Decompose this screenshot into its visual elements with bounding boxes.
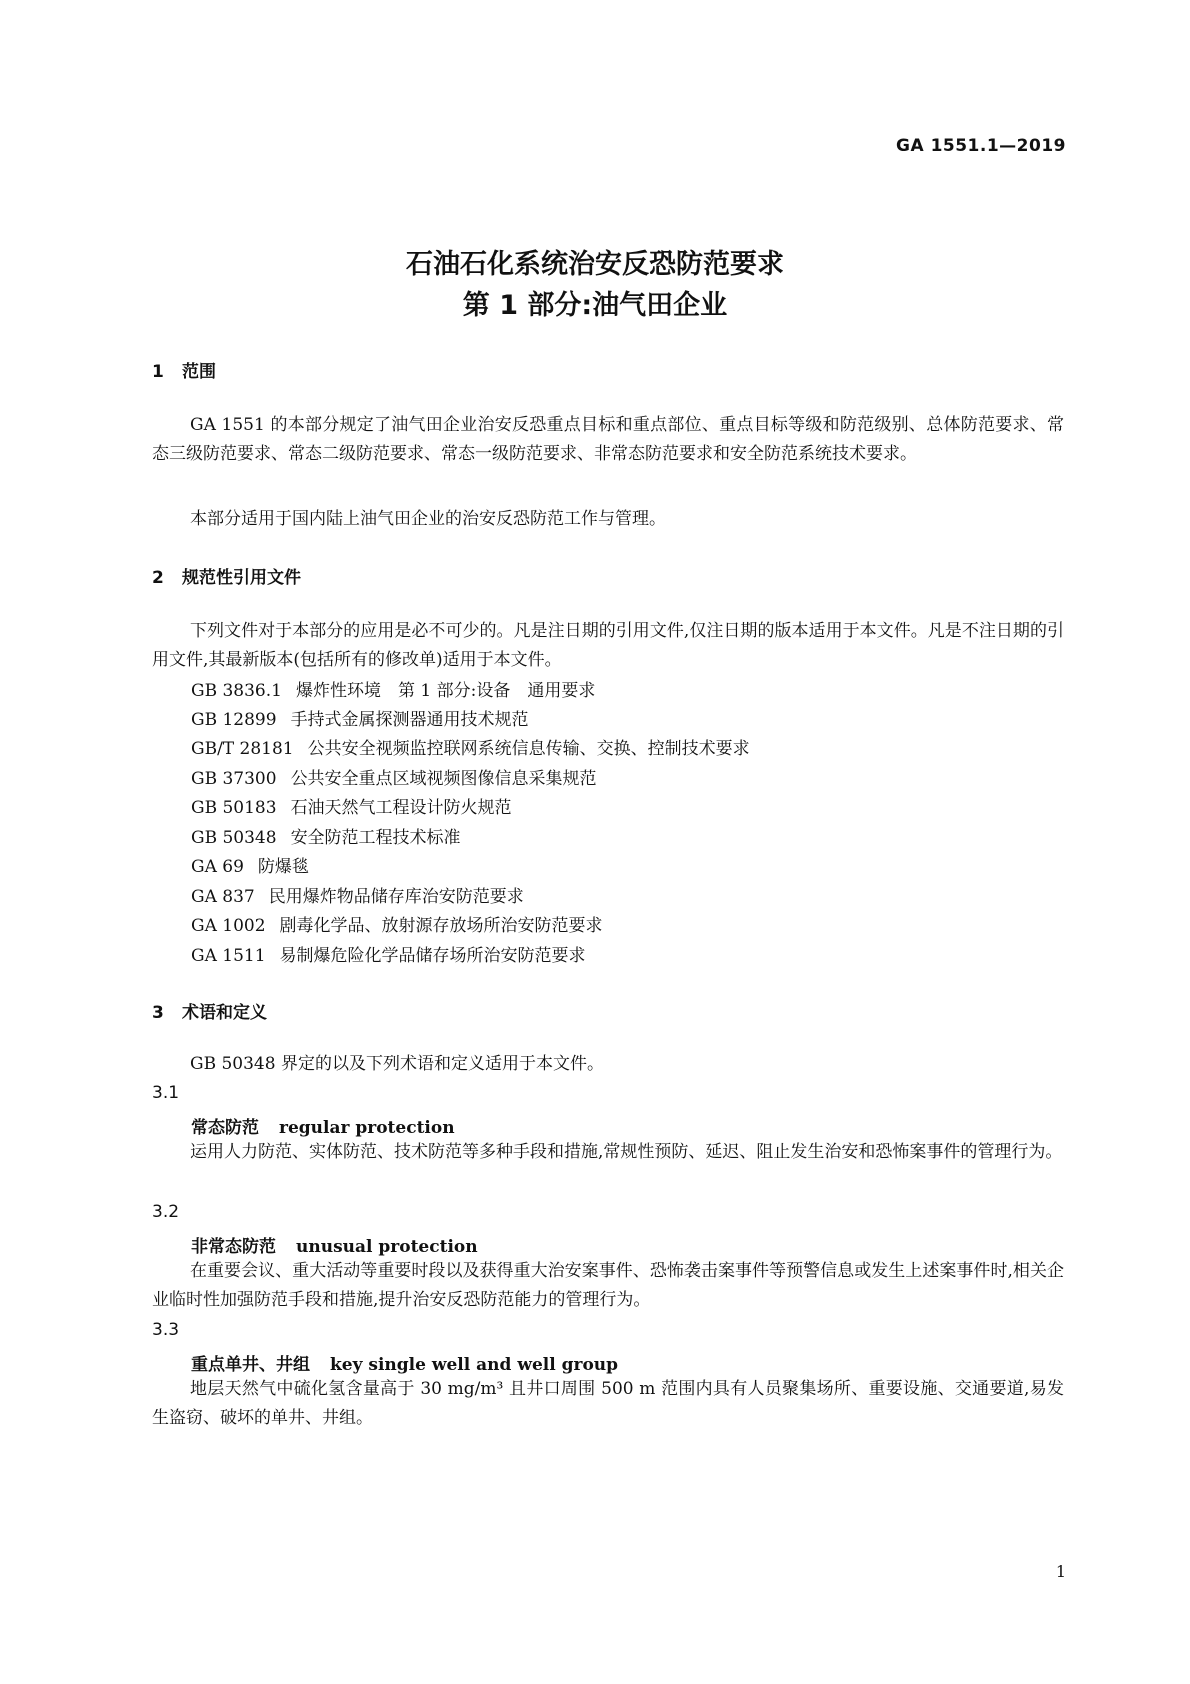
reference-item [191, 911, 603, 936]
section-number: 1 [152, 362, 164, 382]
reference-name: 公共安全重点区域视频图像信息采集规范 [290, 769, 597, 789]
reference-item [191, 882, 524, 907]
reference-code: GA 837 [191, 887, 255, 907]
reference-item [191, 852, 309, 877]
section-2-heading [152, 563, 301, 588]
reference-item [191, 734, 750, 759]
section-2-paragraph-1: 下列文件对于本部分的应用是必不可少的。凡是注日期的引用文件,仅注日期的版本适用于本文件。凡是不注日期的引用文件,其最新版本(包括所有的修改单)适用于本文件。 [152, 621, 1064, 670]
reference-code: GB 50348 [191, 828, 277, 848]
reference-code: GB 50183 [191, 798, 277, 818]
reference-item [191, 764, 597, 789]
term-heading [191, 1350, 618, 1375]
standard-code: GA 1551.1—2019 [896, 136, 1066, 156]
section-number: 3 [152, 1003, 164, 1023]
reference-item [191, 705, 529, 730]
reference-name: 爆炸性环境 第 1 部分:设备 通用要求 [295, 681, 596, 701]
section-number: 2 [152, 568, 164, 588]
reference-name: 石油天然气工程设计防火规范 [290, 798, 512, 818]
reference-name: 民用爆炸物品储存库治安防范要求 [268, 887, 524, 907]
section-3-paragraph-1: GB 50348 界定的以及下列术语和定义适用于本文件。 [190, 1054, 604, 1074]
document-title-line1: 石油石化系统治安反恐防范要求 [406, 249, 784, 280]
term-en: key single well and well group [330, 1355, 619, 1375]
term-zh: 常态防范 [191, 1118, 259, 1138]
reference-code: GA 1511 [191, 946, 266, 966]
term-en: unusual protection [296, 1237, 478, 1257]
reference-code: GB 12899 [191, 710, 277, 730]
reference-item [191, 941, 586, 966]
term-definition: 地层天然气中硫化氢含量高于 30 mg/m³ 且井口周围 500 m 范围内具有人员聚集场所、重要设施、交通要道,易发生盗窃、破坏的单井、井组。 [152, 1379, 1064, 1428]
reference-name: 剧毒化学品、放射源存放场所治安防范要求 [279, 916, 603, 936]
term-zh: 非常态防范 [191, 1237, 276, 1257]
section-1-paragraph-1: GA 1551 的本部分规定了油气田企业治安反恐重点目标和重点部位、重点目标等级和防范级别、总体防范要求、常态三级防范要求、常态二级防范要求、常态一级防范要求、非常态防范要求和安全防范系统技术要求。 [152, 415, 1064, 464]
term-heading [191, 1232, 478, 1257]
reference-code: GB 3836.1 [191, 681, 282, 701]
reference-code: GB 37300 [191, 769, 277, 789]
reference-code: GB/T 28181 [191, 739, 294, 759]
section-1-paragraph-2: 本部分适用于国内陆上油气田企业的治安反恐防范工作与管理。 [190, 509, 666, 529]
reference-name: 手持式金属探测器通用技术规范 [290, 710, 529, 730]
reference-item [191, 793, 512, 818]
reference-code: GA 1002 [191, 916, 266, 936]
term-number: 3.3 [152, 1320, 180, 1340]
reference-code: GA 69 [191, 857, 244, 877]
reference-name: 防爆毯 [257, 857, 309, 877]
section-title: 规范性引用文件 [182, 568, 301, 588]
reference-item [191, 676, 595, 701]
reference-name: 安全防范工程技术标准 [290, 828, 461, 848]
reference-name: 易制爆危险化学品储存场所治安防范要求 [279, 946, 586, 966]
section-title: 术语和定义 [182, 1003, 267, 1023]
document-title-line2: 第 1 部分:油气田企业 [462, 290, 728, 321]
section-1-heading [152, 357, 216, 382]
term-en: regular protection [279, 1118, 455, 1138]
page-number: 1 [1055, 1562, 1066, 1581]
reference-name: 公共安全视频监控联网系统信息传输、交换、控制技术要求 [307, 739, 750, 759]
term-definition: 在重要会议、重大活动等重要时段以及获得重大治安案事件、恐怖袭击案事件等预警信息或发生上述案事件时,相关企业临时性加强防范手段和措施,提升治安反恐防范能力的管理行为。 [152, 1261, 1064, 1310]
term-definition: 运用人力防范、实体防范、技术防范等多种手段和措施,常规性预防、延迟、阻止发生治安和恐怖案事件的管理行为。 [190, 1142, 1063, 1162]
term-number: 3.2 [152, 1202, 180, 1222]
section-3-heading [152, 998, 267, 1023]
term-zh: 重点单井、井组 [191, 1355, 310, 1375]
term-heading [191, 1113, 455, 1138]
term-number: 3.1 [152, 1083, 180, 1103]
reference-item [191, 823, 461, 848]
section-title: 范围 [182, 362, 216, 382]
